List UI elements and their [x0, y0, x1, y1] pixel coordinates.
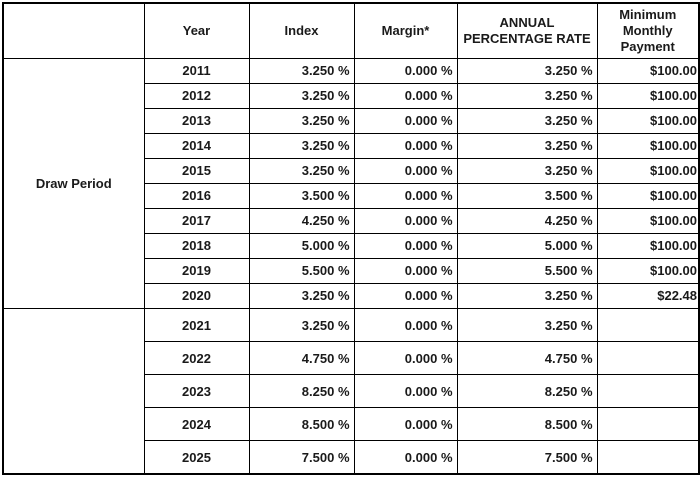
year-cell: 2017 [144, 208, 249, 233]
column-header-apr: ANNUAL PERCENTAGE RATE [457, 3, 597, 58]
payment-cell: $100.00 [597, 83, 699, 108]
margin-cell: 0.000 % [354, 283, 457, 308]
payment-cell: $100.00 [597, 208, 699, 233]
apr-cell: 4.250 % [457, 208, 597, 233]
apr-cell: 8.250 % [457, 375, 597, 408]
index-cell: 3.250 % [249, 133, 354, 158]
margin-cell: 0.000 % [354, 258, 457, 283]
margin-cell: 0.000 % [354, 342, 457, 375]
index-cell: 3.250 % [249, 158, 354, 183]
index-cell: 5.000 % [249, 233, 354, 258]
year-cell: 2021 [144, 308, 249, 341]
column-header-margin: Margin* [354, 3, 457, 58]
apr-cell: 3.250 % [457, 283, 597, 308]
year-cell: 2018 [144, 233, 249, 258]
year-cell: 2015 [144, 158, 249, 183]
index-cell: 3.250 % [249, 83, 354, 108]
payment-cell [597, 408, 699, 441]
margin-cell: 0.000 % [354, 375, 457, 408]
payment-cell: $100.00 [597, 258, 699, 283]
column-header-year: Year [144, 3, 249, 58]
payment-cell: $100.00 [597, 133, 699, 158]
payment-cell: $100.00 [597, 233, 699, 258]
payment-cell [597, 375, 699, 408]
payment-cell: $100.00 [597, 158, 699, 183]
apr-cell: 3.250 % [457, 133, 597, 158]
margin-cell: 0.000 % [354, 183, 457, 208]
margin-cell: 0.000 % [354, 308, 457, 341]
index-cell: 3.250 % [249, 308, 354, 341]
margin-cell: 0.000 % [354, 441, 457, 474]
section-label-draw-period: Draw Period [3, 58, 144, 308]
index-cell: 3.250 % [249, 283, 354, 308]
apr-cell: 5.500 % [457, 258, 597, 283]
payment-cell [597, 308, 699, 341]
year-cell: 2025 [144, 441, 249, 474]
year-cell: 2019 [144, 258, 249, 283]
payment-cell [597, 441, 699, 474]
index-cell: 4.250 % [249, 208, 354, 233]
margin-cell: 0.000 % [354, 208, 457, 233]
index-cell: 8.250 % [249, 375, 354, 408]
index-cell: 8.500 % [249, 408, 354, 441]
payment-cell: $100.00 [597, 183, 699, 208]
apr-cell: 7.500 % [457, 441, 597, 474]
year-cell: 2024 [144, 408, 249, 441]
year-cell: 2011 [144, 58, 249, 83]
apr-cell: 3.250 % [457, 108, 597, 133]
apr-cell: 3.500 % [457, 183, 597, 208]
margin-cell: 0.000 % [354, 233, 457, 258]
apr-cell: 3.250 % [457, 308, 597, 341]
index-cell: 4.750 % [249, 342, 354, 375]
index-cell: 5.500 % [249, 258, 354, 283]
year-cell: 2020 [144, 283, 249, 308]
apr-cell: 5.000 % [457, 233, 597, 258]
apr-cell: 3.250 % [457, 83, 597, 108]
year-cell: 2016 [144, 183, 249, 208]
year-cell: 2012 [144, 83, 249, 108]
year-cell: 2023 [144, 375, 249, 408]
payment-cell: $100.00 [597, 108, 699, 133]
index-cell: 7.500 % [249, 441, 354, 474]
payment-cell: $22.48 [597, 283, 699, 308]
margin-cell: 0.000 % [354, 408, 457, 441]
apr-cell: 3.250 % [457, 58, 597, 83]
rate-history-table [2, 2, 700, 475]
margin-cell: 0.000 % [354, 133, 457, 158]
margin-cell: 0.000 % [354, 83, 457, 108]
column-header-period [3, 3, 144, 58]
index-cell: 3.500 % [249, 183, 354, 208]
column-header-payment: Minimum Monthly Payment [597, 3, 699, 58]
year-cell: 2014 [144, 133, 249, 158]
index-cell: 3.250 % [249, 58, 354, 83]
section-label-blank [3, 308, 144, 474]
index-cell: 3.250 % [249, 108, 354, 133]
apr-cell: 4.750 % [457, 342, 597, 375]
payment-cell [597, 342, 699, 375]
margin-cell: 0.000 % [354, 158, 457, 183]
year-cell: 2013 [144, 108, 249, 133]
margin-cell: 0.000 % [354, 108, 457, 133]
year-cell: 2022 [144, 342, 249, 375]
column-header-index: Index [249, 3, 354, 58]
payment-cell: $100.00 [597, 58, 699, 83]
margin-cell: 0.000 % [354, 58, 457, 83]
table-row [3, 58, 699, 83]
apr-cell: 3.250 % [457, 158, 597, 183]
apr-cell: 8.500 % [457, 408, 597, 441]
header-row [3, 3, 699, 58]
table-row [3, 308, 699, 341]
